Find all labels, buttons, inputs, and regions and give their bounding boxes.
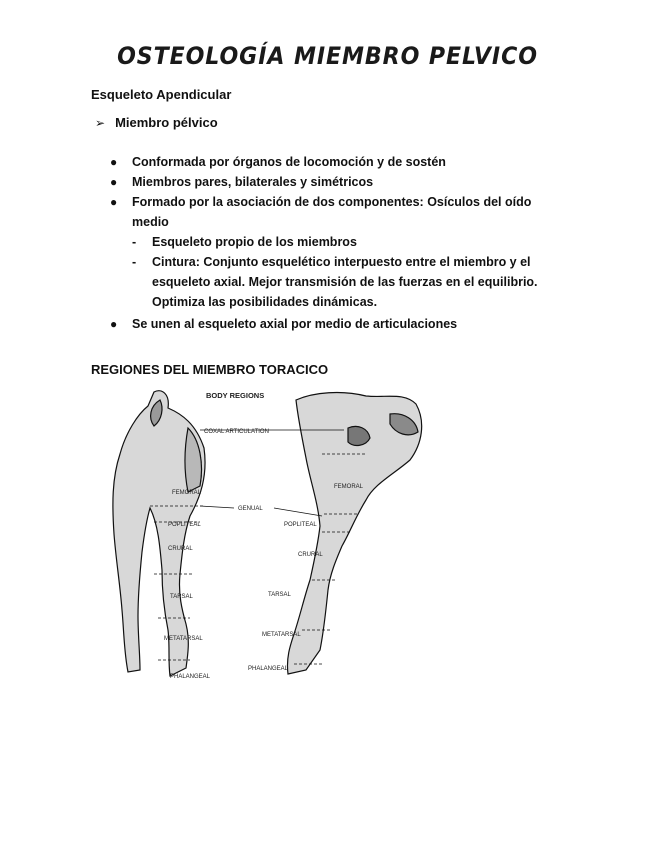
subsection-heading [95,115,218,130]
dash-icon: - [132,255,137,269]
list-item-text: Se unen al esqueleto axial por medio de articulaciones [132,317,458,331]
femoral-label-right: FEMORAL [334,484,364,490]
femoral-label-left: FEMORAL [172,490,202,496]
list-item [110,172,570,192]
regions-title: REGIONES DEL MIEMBRO TORACICO [91,362,329,377]
sub-list-item [132,232,570,252]
subsection-label: Miembro pélvico [115,115,218,130]
hindlimb-diagram [104,384,432,690]
dash-icon: - [132,235,137,249]
popliteal-label-left: POPLITEAL [168,522,201,528]
sub-item-text: Esqueleto propio de los miembros [152,235,357,249]
list-item [110,152,570,172]
list-item-text: Formado por la asociación de dos componentes: Osículos del oído medio [132,195,532,229]
body-regions-figure [104,384,432,690]
phalangeal-label-right: PHALANGEAL [248,666,289,672]
bullet-icon: ● [110,195,118,209]
metatarsal-label-left: METATARSAL [164,636,203,642]
list-item [110,314,570,334]
metatarsal-label-right: METATARSAL [262,632,301,638]
popliteal-label-right: POPLITEAL [284,522,317,528]
bullet-icon: ● [110,155,118,169]
sub-list-item [132,252,570,312]
section-title: Esqueleto Apendicular [91,87,232,102]
figure-heading: BODY REGIONS [206,391,265,400]
arrow-bullet-icon: ➢ [95,115,106,130]
tarsal-label-right: TARSAL [268,592,291,598]
sub-item-text: Cintura: Conjunto esquelético interpuesto entre el miembro y el esqueleto axial. Mejor transmisión de las fuerzas en el equilibrio. Optimiza las posibilidades dinámicas. [152,255,538,309]
bullet-icon: ● [110,317,118,331]
tarsal-label-left: TARSAL [170,594,193,600]
crural-label-left: CRURAL [168,546,193,552]
phalangeal-label-left: PHALANGEAL [170,674,211,680]
list-item [110,192,570,232]
bullet-list [110,152,570,334]
list-item-text: Conformada por órganos de locomoción y de sostén [132,155,446,169]
bullet-icon: ● [110,175,118,189]
coxal-label: COXAL ARTICULATION [204,429,269,435]
genual-label: GENUAL [238,506,263,512]
page-title: OSTEOLOGÍA MIEMBRO PELVICO [117,42,538,70]
crural-label-right: CRURAL [298,552,323,558]
list-item-text: Miembros pares, bilaterales y simétricos [132,175,374,189]
